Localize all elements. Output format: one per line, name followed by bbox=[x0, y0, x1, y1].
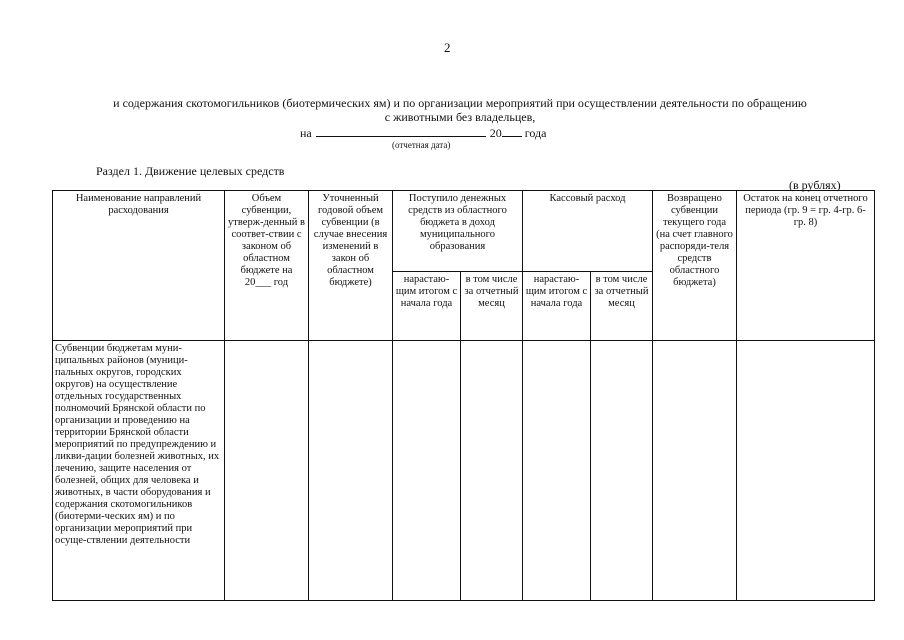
cell-empty[interactable] bbox=[653, 341, 737, 601]
header-received-month: в том числе за отчетный месяц bbox=[461, 272, 523, 341]
year-prefix: 20 bbox=[489, 126, 502, 140]
date-caption: (отчетная дата) bbox=[392, 140, 451, 150]
header-approved-volume: Объем субвенции, утверж-денный в соответ-ствии с законом об областном бюджете на 20___ год bbox=[225, 191, 309, 341]
cell-empty[interactable] bbox=[225, 341, 309, 601]
header-expense-cumulative: нарастаю-щим итогом с начала года bbox=[523, 272, 591, 341]
header-direction: Наименование направлений расходования bbox=[53, 191, 225, 341]
date-suffix: года bbox=[524, 126, 547, 140]
section-title: Раздел 1. Движение целевых средств bbox=[96, 164, 285, 178]
year-blank bbox=[502, 126, 522, 137]
heading-line-2: с животными без владельцев, bbox=[384, 110, 536, 124]
header-received-cumulative: нарастаю-щим итогом с начала года bbox=[393, 272, 461, 341]
cell-empty[interactable] bbox=[309, 341, 393, 601]
header-received-funds: Поступило денежных средств из областного бюджета в доход муниципального образования bbox=[393, 191, 523, 272]
table-row bbox=[53, 341, 875, 601]
heading-line-1: и содержания скотомогильников (биотермических ям) и по организации мероприятий при осуществлении деятельности по обращению bbox=[113, 96, 807, 110]
date-blank bbox=[316, 126, 486, 137]
header-refined-volume: Уточненный годовой объем субвенции (в случае внесения изменений в закон об областном бюджете) bbox=[309, 191, 393, 341]
cell-empty[interactable] bbox=[393, 341, 461, 601]
row-direction: Субвенции бюджетам муни-ципальных районов (муници-пальных округов, городских округов) на осуществление отдельных государственных полномочий Брянской области по организации и проведению на территории Брянской области мероприятий по предупреждению и ликви-дации болезней животных, их лечению, защите населения от болезней, общих для человека и животных, в части оборудования и содержания скотомогильников (биотерми-ческих ям) и по организации мероприятий при осуще-ствлении деятельности bbox=[53, 341, 225, 601]
date-prefix: на bbox=[300, 126, 312, 140]
header-expense-month: в том числе за отчетный месяц bbox=[591, 272, 653, 341]
page-number: 2 bbox=[444, 40, 451, 55]
header-returned: Возвращено субвенции текущего года (на счет главного распоряди-теля средств областного бюджета) bbox=[653, 191, 737, 341]
document-heading bbox=[60, 96, 860, 124]
units-label: (в рублях) bbox=[789, 178, 841, 192]
header-cash-expense: Кассовый расход bbox=[523, 191, 653, 272]
header-balance: Остаток на конец отчетного периода (гр. 9 = гр. 4-гр. 6- гр. 8) bbox=[737, 191, 875, 341]
cell-empty[interactable] bbox=[523, 341, 591, 601]
cell-empty[interactable] bbox=[737, 341, 875, 601]
report-date-line bbox=[300, 126, 546, 141]
funds-table bbox=[52, 190, 875, 601]
cell-empty[interactable] bbox=[461, 341, 523, 601]
cell-empty[interactable] bbox=[591, 341, 653, 601]
